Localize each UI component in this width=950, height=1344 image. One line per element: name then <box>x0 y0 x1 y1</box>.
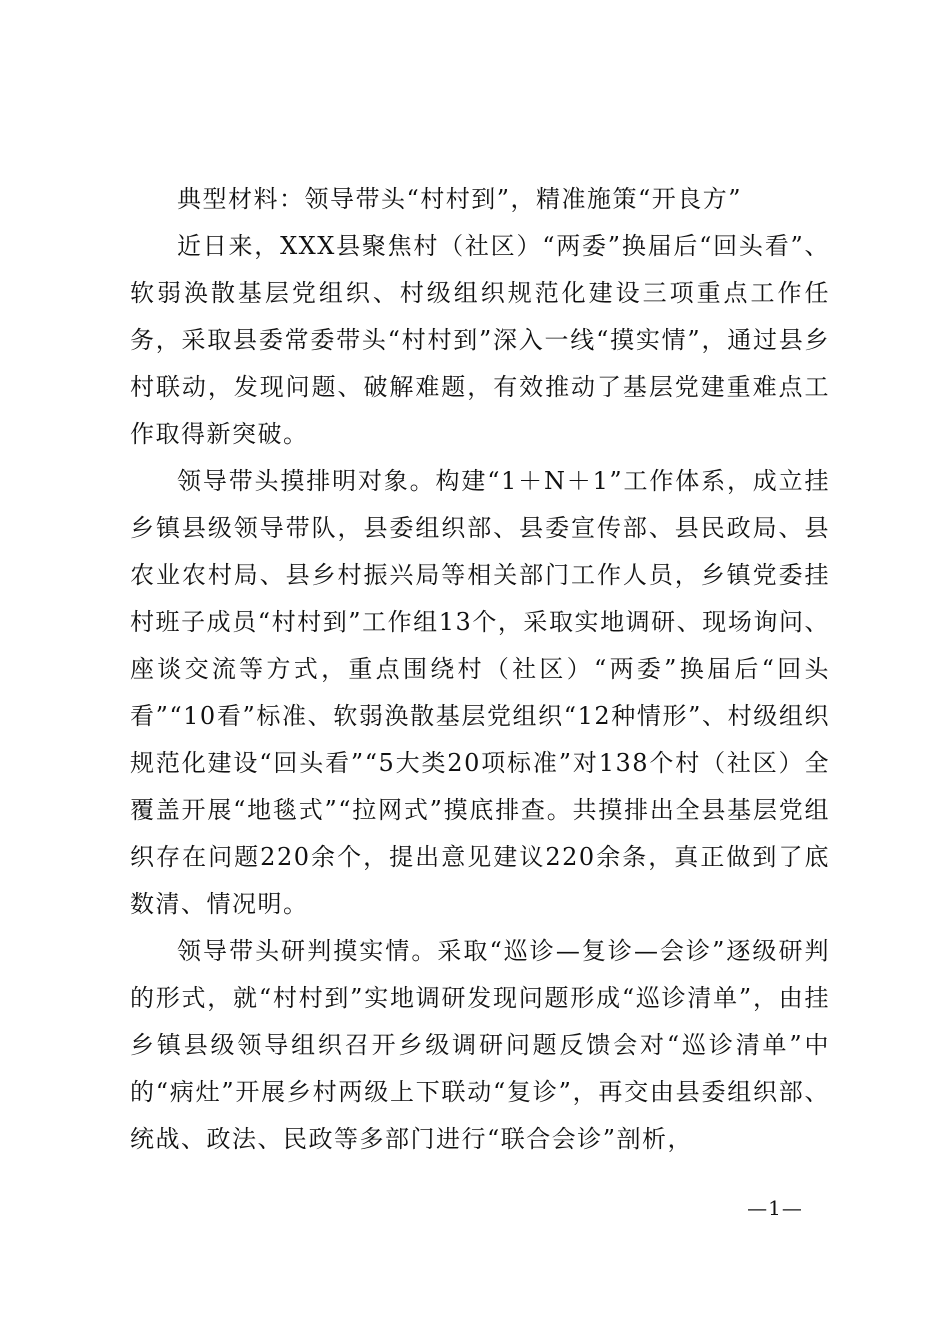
document-body <box>130 176 830 1163</box>
paragraph-intro: 近日来，XXX县聚焦村（社区）“两委”换届后“回头看”、软弱涣散基层党组织、村级组织规范化建设三项重点工作任务，采取县委常委带头“村村到”深入一线“摸实情”，通过县乡村联动，发现问题、破解难题，有效推动了基层党建重难点工作取得新突破。 <box>130 232 830 448</box>
document-title: 典型材料：领导带头“村村到”，精准施策“开良方” <box>177 185 743 213</box>
paragraph-survey: 领导带头摸排明对象。构建“1＋N＋1”工作体系，成立挂乡镇县级领导带队，县委组织部、县委宣传部、县民政局、县农业农村局、县乡村振兴局等相关部门工作人员，乡镇党委挂村班子成员“村村到”工作组13个，采取实地调研、现场询问、座谈交流等方式，重点围绕村（社区）“两委”换届后“回头看”“10看”标准、软弱涣散基层党组织“12种情形”、村级组织规范化建设“回头看”“5大类20项标准”对138个村（社区）全覆盖开展“地毯式”“拉网式”摸底排查。共摸排出全县基层党组织存在问题220余个，提出意见建议220余条，真正做到了底数清、情况明。 <box>130 467 830 918</box>
page-number: —1— <box>747 1196 803 1220</box>
paragraph-analysis: 领导带头研判摸实情。采取“巡诊—复诊—会诊”逐级研判的形式，就“村村到”实地调研发现问题形成“巡诊清单”，由挂乡镇县级领导组织召开乡级调研问题反馈会对“巡诊清单”中的“病灶”开展乡村两级上下联动“复诊”，再交由县委组织部、统战、政法、民政等多部门进行“联合会诊”剖析， <box>130 937 830 1153</box>
